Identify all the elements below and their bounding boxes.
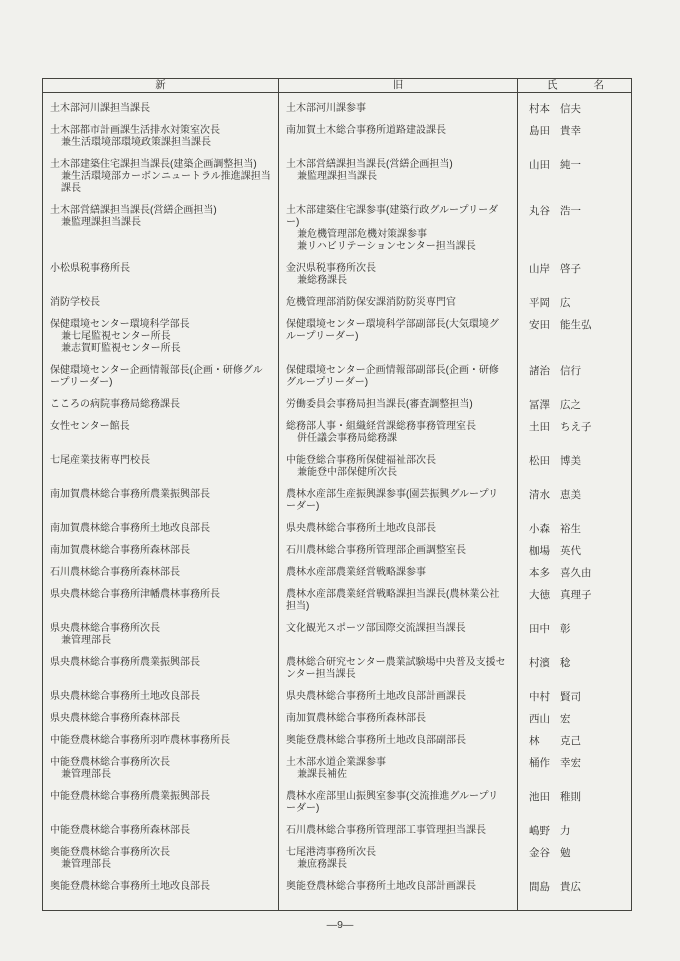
person-name — [529, 567, 633, 579]
given-name: 浩一 — [560, 205, 581, 217]
table-row — [43, 479, 631, 513]
post-line: 七尾港湾事務所次長 — [286, 847, 376, 858]
post-line: 県央農林総合事務所土地改良部長 — [286, 523, 436, 534]
post-line: 兼能登中部保健所次長 — [297, 467, 397, 478]
post-line: 危機管理部消防保安課消防防災専門官 — [286, 297, 456, 308]
table-header-row — [43, 79, 631, 93]
name-cell — [518, 557, 633, 579]
new-post-cell — [43, 93, 279, 115]
post-line: 兼管理部長 — [61, 769, 111, 780]
post-line: 保健環境センター企画情報部長(企画・研修グル — [50, 365, 263, 376]
post-line: 兼生活環境部カーボンニュートラル推進課担当 — [61, 171, 271, 182]
family-name: 村濱 — [529, 657, 550, 669]
table-row — [43, 535, 631, 557]
person-name — [529, 791, 633, 803]
person-name — [529, 399, 633, 411]
given-name: 力 — [560, 825, 571, 837]
family-name: 中村 — [529, 691, 550, 703]
family-name: 冨澤 — [529, 399, 550, 411]
given-name: 真理子 — [560, 589, 592, 601]
old-post-cell — [279, 309, 518, 355]
post-line: ループリーダー) — [286, 331, 359, 342]
table-row — [43, 93, 631, 115]
given-name: 英代 — [560, 545, 581, 557]
given-name: 貴広 — [560, 881, 581, 893]
family-name: 桶作 — [529, 757, 550, 769]
person-name — [529, 489, 633, 501]
old-post-cell — [279, 445, 518, 479]
new-post-cell — [43, 479, 279, 513]
new-post-cell — [43, 837, 279, 871]
given-name: 稔 — [560, 657, 571, 669]
new-post-cell — [43, 703, 279, 725]
person-name — [529, 103, 633, 115]
old-post-cell — [279, 613, 518, 647]
post-line: 兼志賀町監視センター所長 — [61, 343, 181, 354]
given-name: 稚則 — [560, 791, 581, 803]
post-line: 兼危機管理部危機対策課参事 — [297, 229, 427, 240]
name-cell — [518, 445, 633, 479]
post-line: グループリーダー) — [286, 377, 369, 388]
table-row — [43, 513, 631, 535]
table-row — [43, 253, 631, 287]
name-cell — [518, 513, 633, 535]
new-post-cell — [43, 681, 279, 703]
table-row — [43, 703, 631, 725]
new-post-cell — [43, 725, 279, 747]
post-line: 中能登農林総合事務所農業振興部長 — [50, 791, 210, 802]
table-row — [43, 195, 631, 253]
page-number: —9— — [326, 919, 354, 931]
post-line: 七尾産業技術専門校長 — [50, 455, 150, 466]
given-name: 貴幸 — [560, 125, 581, 137]
old-post-cell — [279, 747, 518, 781]
table-row — [43, 411, 631, 445]
new-post-cell — [43, 253, 279, 287]
family-name: 安田 — [529, 319, 550, 331]
post-line: 南加賀農林総合事務所森林部長 — [286, 713, 426, 724]
table-row — [43, 747, 631, 781]
post-line: 金沢県税事務所次長 — [286, 263, 376, 274]
old-post-cell — [279, 115, 518, 149]
new-post-cell — [43, 557, 279, 579]
table-row — [43, 445, 631, 479]
old-post-cell — [279, 513, 518, 535]
new-post-cell — [43, 389, 279, 411]
post-line: 土木部都市計画課生活排水対策室次長 — [50, 125, 220, 136]
new-post-cell — [43, 781, 279, 815]
family-name: 山田 — [529, 159, 550, 171]
family-name: 大徳 — [529, 589, 550, 601]
header-name-left: 氏 — [547, 79, 558, 91]
person-name — [529, 657, 633, 669]
post-line: 保健環境センター企画情報部副部長(企画・研修 — [286, 365, 499, 376]
table-row — [43, 871, 631, 910]
name-cell — [518, 287, 633, 309]
given-name: 信夫 — [560, 103, 581, 115]
family-name: 平岡 — [529, 297, 550, 309]
table-row — [43, 115, 631, 149]
table-row — [43, 613, 631, 647]
post-line: 県央農林総合事務所次長 — [50, 623, 160, 634]
post-line: 中能登農林総合事務所羽咋農林事務所長 — [50, 735, 230, 746]
person-name — [529, 319, 633, 331]
person-name — [529, 735, 633, 747]
post-line: 土木部河川課参事 — [286, 103, 366, 114]
given-name: 能生弘 — [560, 319, 592, 331]
family-name: 松田 — [529, 455, 550, 467]
person-name — [529, 589, 633, 601]
post-line: 労働委員会事務局担当課長(審査調整担当) — [286, 399, 473, 410]
post-line: ーダー) — [286, 501, 320, 512]
old-post-cell — [279, 411, 518, 445]
old-post-cell — [279, 815, 518, 837]
person-name — [529, 847, 633, 859]
person-name — [529, 825, 633, 837]
given-name: 裕生 — [560, 523, 581, 535]
personnel-transfer-table — [42, 78, 632, 911]
new-post-cell — [43, 647, 279, 681]
table-row — [43, 149, 631, 195]
given-name: 彰 — [560, 623, 571, 635]
old-post-cell — [279, 149, 518, 195]
new-post-cell — [43, 149, 279, 195]
old-post-cell — [279, 781, 518, 815]
given-name: 喜久由 — [560, 567, 592, 579]
table-row — [43, 681, 631, 703]
person-name — [529, 623, 633, 635]
post-line: 農林水産部農業経営戦略課担当課長(農林業公社 — [286, 589, 500, 600]
post-line: 土木部水道企業課参事 — [286, 757, 386, 768]
post-line: 兼管理部長 — [61, 859, 111, 870]
old-post-cell — [279, 389, 518, 411]
old-post-cell — [279, 725, 518, 747]
given-name: 啓子 — [560, 263, 581, 275]
post-line: 南加賀農林総合事務所農業振興部長 — [50, 489, 210, 500]
old-post-cell — [279, 681, 518, 703]
family-name: 間島 — [529, 881, 550, 893]
name-cell — [518, 355, 633, 389]
new-post-cell — [43, 355, 279, 389]
name-cell — [518, 579, 633, 613]
post-line: 担当) — [286, 601, 310, 612]
old-post-cell — [279, 253, 518, 287]
post-line: 兼リハビリテーションセンター担当課長 — [297, 241, 476, 252]
table-row — [43, 579, 631, 613]
post-line: 南加賀土木総合事務所道路建設課長 — [286, 125, 446, 136]
post-line: 土木部営繕課担当課長(営繕企画担当) — [50, 205, 217, 216]
new-post-cell — [43, 579, 279, 613]
name-cell — [518, 535, 633, 557]
old-post-cell — [279, 479, 518, 513]
post-line: 奥能登農林総合事務所土地改良部副部長 — [286, 735, 466, 746]
person-name — [529, 297, 633, 309]
post-line: 兼総務課長 — [297, 275, 347, 286]
given-name: 宏 — [560, 713, 571, 725]
new-post-cell — [43, 747, 279, 781]
post-line: 石川農林総合事務所森林部長 — [50, 567, 180, 578]
post-line: 中能登農林総合事務所次長 — [50, 757, 170, 768]
post-line: 女性センター館長 — [50, 421, 130, 432]
post-line: 奥能登農林総合事務所土地改良部計画課長 — [286, 881, 476, 892]
old-post-cell — [279, 837, 518, 871]
name-cell — [518, 747, 633, 781]
table-body — [43, 93, 631, 910]
name-cell — [518, 681, 633, 703]
new-post-cell — [43, 815, 279, 837]
family-name: 村本 — [529, 103, 550, 115]
post-line: 石川農林総合事務所管理部工事管理担当課長 — [286, 825, 486, 836]
given-name: 信行 — [560, 365, 581, 377]
name-cell — [518, 411, 633, 445]
table-row — [43, 725, 631, 747]
table-row — [43, 389, 631, 411]
post-line: 土木部建築住宅課参事(建築行政グループリーダ — [286, 205, 499, 216]
person-name — [529, 455, 633, 467]
header-new-post: 新 — [43, 79, 279, 92]
post-line: こころの病院事務局総務課長 — [50, 399, 180, 410]
person-name — [529, 757, 633, 769]
given-name: 純一 — [560, 159, 581, 171]
family-name: 林 — [529, 735, 540, 747]
post-line: 奥能登農林総合事務所土地改良部長 — [50, 881, 210, 892]
post-line: 農林総合研究センター農業試験場中央普及支援セ — [286, 657, 506, 668]
new-post-cell — [43, 115, 279, 149]
post-line: ー) — [286, 217, 300, 228]
given-name: 勉 — [560, 847, 571, 859]
new-post-cell — [43, 513, 279, 535]
post-line: 農林水産部里山振興室参事(交流推進グループリ — [286, 791, 499, 802]
post-line: 県央農林総合事務所農業振興部長 — [50, 657, 200, 668]
given-name: 克己 — [560, 735, 581, 747]
name-cell — [518, 115, 633, 149]
new-post-cell — [43, 445, 279, 479]
family-name: 田中 — [529, 623, 550, 635]
post-line: 土木部建築住宅課担当課長(建築企画調整担当) — [50, 159, 257, 170]
name-cell — [518, 479, 633, 513]
family-name: 山岸 — [529, 263, 550, 275]
old-post-cell — [279, 195, 518, 253]
old-post-cell — [279, 287, 518, 309]
person-name — [529, 523, 633, 535]
post-line: 石川農林総合事務所管理部企画調整室長 — [286, 545, 466, 556]
post-line: 南加賀農林総合事務所森林部長 — [50, 545, 190, 556]
new-post-cell — [43, 195, 279, 253]
person-name — [529, 421, 633, 433]
given-name: 広之 — [560, 399, 581, 411]
name-cell — [518, 815, 633, 837]
new-post-cell — [43, 309, 279, 355]
post-line: 奥能登農林総合事務所次長 — [50, 847, 170, 858]
old-post-cell — [279, 93, 518, 115]
post-line: 南加賀農林総合事務所土地改良部長 — [50, 523, 210, 534]
post-line: 中能登総合事務所保健福祉部次長 — [286, 455, 436, 466]
person-name — [529, 125, 633, 137]
post-line: 併任議会事務局総務課 — [297, 433, 397, 444]
name-cell — [518, 195, 633, 253]
table-row — [43, 647, 631, 681]
person-name — [529, 365, 633, 377]
name-cell — [518, 781, 633, 815]
name-cell — [518, 837, 633, 871]
old-post-cell — [279, 871, 518, 910]
family-name: 小森 — [529, 523, 550, 535]
old-post-cell — [279, 535, 518, 557]
post-line: 兼課長補佐 — [297, 769, 347, 780]
given-name: 恵美 — [560, 489, 581, 501]
name-cell — [518, 389, 633, 411]
name-cell — [518, 309, 633, 355]
post-line: ープリーダー) — [50, 377, 113, 388]
post-line: 県央農林総合事務所森林部長 — [50, 713, 180, 724]
old-post-cell — [279, 579, 518, 613]
family-name: 枷場 — [529, 545, 550, 557]
new-post-cell — [43, 287, 279, 309]
given-name: 博美 — [560, 455, 581, 467]
post-line: 兼管理部長 — [61, 635, 111, 646]
post-line: 兼生活環境部環境政策課担当課長 — [61, 137, 211, 148]
post-line: 消防学校長 — [50, 297, 100, 308]
new-post-cell — [43, 871, 279, 910]
family-name: 土田 — [529, 421, 550, 433]
person-name — [529, 881, 633, 893]
post-line: 兼監理課担当課長 — [61, 217, 141, 228]
new-post-cell — [43, 535, 279, 557]
name-cell — [518, 647, 633, 681]
name-cell — [518, 725, 633, 747]
table-row — [43, 355, 631, 389]
post-line: 保健環境センター環境科学部副部長(大気環境グ — [286, 319, 499, 330]
post-line: 農林水産部生産振興課参事(園芸振興グループリ — [286, 489, 499, 500]
old-post-cell — [279, 703, 518, 725]
post-line: 文化観光スポーツ部国際交流課担当課長 — [286, 623, 466, 634]
name-cell — [518, 703, 633, 725]
given-name: 賢司 — [560, 691, 581, 703]
given-name: 広 — [560, 297, 571, 309]
table-row — [43, 815, 631, 837]
post-line: 土木部営繕課担当課長(営繕企画担当) — [286, 159, 453, 170]
person-name — [529, 263, 633, 275]
post-line: 総務部人事・組織経営課総務事務管理室長 — [286, 421, 476, 432]
person-name — [529, 545, 633, 557]
post-line: 兼庶務課長 — [297, 859, 347, 870]
old-post-cell — [279, 557, 518, 579]
old-post-cell — [279, 355, 518, 389]
family-name: 西山 — [529, 713, 550, 725]
family-name: 金谷 — [529, 847, 550, 859]
name-cell — [518, 871, 633, 910]
family-name: 諸治 — [529, 365, 550, 377]
new-post-cell — [43, 613, 279, 647]
post-line: 中能登農林総合事務所森林部長 — [50, 825, 190, 836]
table-row — [43, 309, 631, 355]
post-line: 保健環境センター環境科学部長 — [50, 319, 190, 330]
old-post-cell — [279, 647, 518, 681]
new-post-cell — [43, 411, 279, 445]
post-line: 農林水産部農業経営戦略課参事 — [286, 567, 426, 578]
post-line: 課長 — [61, 183, 81, 194]
post-line: ンター担当課長 — [286, 669, 356, 680]
post-line: ーダー) — [286, 803, 320, 814]
family-name: 清水 — [529, 489, 550, 501]
table-row — [43, 557, 631, 579]
header-name — [518, 79, 633, 92]
person-name — [529, 159, 633, 171]
table-row — [43, 287, 631, 309]
table-row — [43, 837, 631, 871]
family-name: 嶋野 — [529, 825, 550, 837]
post-line: 土木部河川課担当課長 — [50, 103, 150, 114]
post-line: 兼七尾監視センター所長 — [61, 331, 171, 342]
post-line: 兼監理課担当課長 — [297, 171, 377, 182]
header-old-post: 旧 — [279, 79, 518, 92]
post-line: 県央農林総合事務所津幡農林事務所長 — [50, 589, 220, 600]
header-name-right: 名 — [593, 79, 604, 91]
name-cell — [518, 253, 633, 287]
name-cell — [518, 613, 633, 647]
person-name — [529, 691, 633, 703]
family-name: 本多 — [529, 567, 550, 579]
post-line: 小松県税事務所長 — [50, 263, 130, 274]
person-name — [529, 205, 633, 217]
name-cell — [518, 149, 633, 195]
given-name: ちえ子 — [560, 421, 592, 433]
given-name: 幸宏 — [560, 757, 581, 769]
family-name: 池田 — [529, 791, 550, 803]
name-cell — [518, 93, 633, 115]
post-line: 県央農林総合事務所土地改良部長 — [50, 691, 200, 702]
family-name: 丸谷 — [529, 205, 550, 217]
family-name: 島田 — [529, 125, 550, 137]
post-line: 県央農林総合事務所土地改良部計画課長 — [286, 691, 466, 702]
table-row — [43, 781, 631, 815]
person-name — [529, 713, 633, 725]
